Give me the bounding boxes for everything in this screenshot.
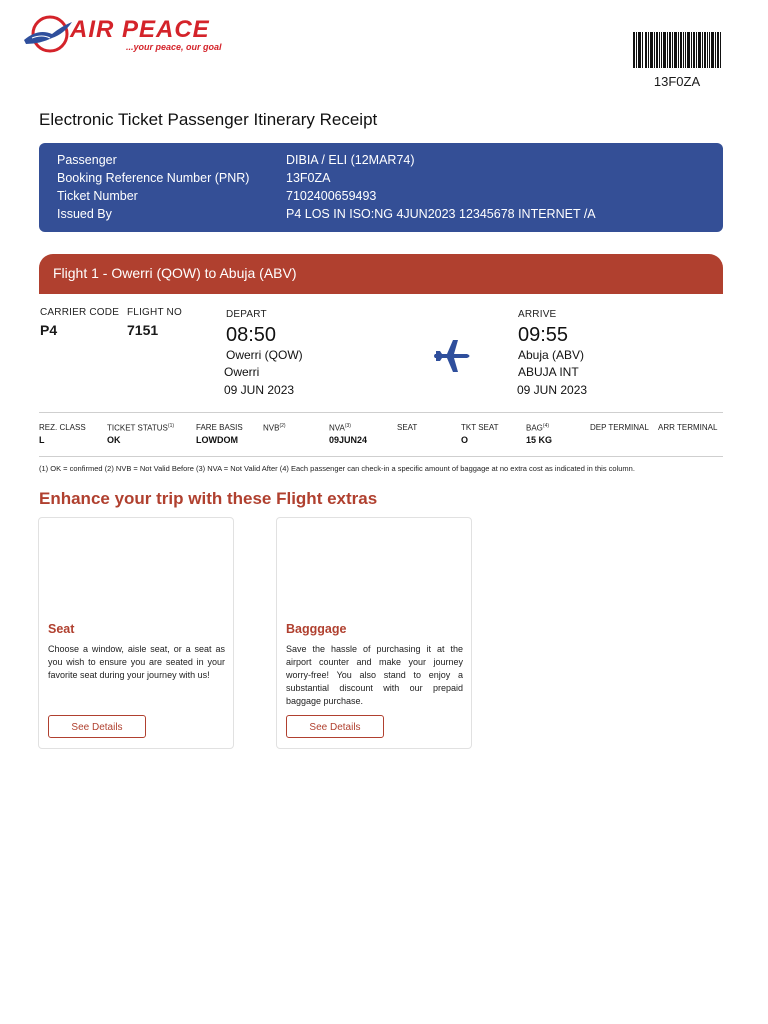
brand-tagline: ...your peace, our goal — [126, 42, 222, 52]
pnr-value: 13F0ZA — [286, 171, 331, 185]
ticket-status-value: OK — [107, 435, 121, 445]
depart-label: DEPART — [226, 309, 267, 320]
tkt-seat-header: TKT SEAT — [461, 423, 499, 432]
ticket-number-value: 7102400659493 — [286, 189, 377, 203]
nva-value: 09JUN24 — [329, 435, 368, 445]
seat-card-title: Seat — [48, 622, 75, 636]
bird-logo-icon — [22, 14, 74, 54]
pnr-label: Booking Reference Number (PNR) — [57, 171, 250, 185]
flight-header — [39, 254, 723, 294]
barcode — [633, 32, 721, 68]
arrive-label: ARRIVE — [518, 309, 557, 320]
rez-class-value: L — [39, 435, 45, 445]
document-title: Electronic Ticket Passenger Itinerary Receipt — [39, 110, 378, 129]
fare-basis-header: FARE BASIS — [196, 423, 243, 432]
issued-by-value: P4 LOS IN ISO:NG 4JUN2023 12345678 INTERNET /A — [286, 207, 596, 221]
arrive-date: 09 JUN 2023 — [517, 383, 588, 397]
passenger-label: Passenger — [57, 153, 117, 167]
flight-no-label: FLIGHT NO — [127, 307, 182, 318]
dep-terminal-header: DEP TERMINAL — [590, 423, 649, 432]
baggage-card-title: Bagggage — [286, 622, 347, 636]
depart-time: 08:50 — [226, 324, 277, 346]
barcode-code: 13F0ZA — [653, 74, 701, 89]
ticket-number-label: Ticket Number — [57, 189, 138, 203]
depart-city: Owerri — [224, 365, 260, 379]
nva-header: NVA$^{(3)}$ — [329, 423, 351, 433]
footnote: (1) OK = confirmed (2) NVB = Not Valid Before (3) NVA = Not Valid After (4) Each passenger can check-in a specific amount of baggage at no extra cost as indicated in this column. — [39, 464, 635, 473]
arr-terminal-header: ARR TERMINAL — [658, 423, 718, 432]
extra-card-seat — [38, 517, 234, 749]
fare-basis-value: LOWDOM — [196, 435, 238, 445]
nvb-header: NVB$^{(2)}$ — [263, 423, 286, 433]
passenger-info-box — [39, 143, 723, 232]
seat-header: SEAT — [397, 423, 418, 432]
flight-header-title: Flight 1 - Owerri (QOW) to Abuja (ABV) — [53, 265, 297, 281]
divider-top — [39, 412, 723, 413]
arrive-time: 09:55 — [518, 324, 569, 346]
rez-class-header: REZ. CLASS — [39, 423, 86, 432]
flight-no-value: 7151 — [127, 322, 159, 338]
carrier-code-label: CARRIER CODE — [40, 307, 120, 318]
extras-title: Enhance your trip with these Flight extras — [39, 489, 378, 508]
brand-name: AIR PEACE — [70, 16, 210, 43]
airplane-icon — [433, 338, 473, 374]
air-peace-logo — [22, 14, 222, 58]
depart-date: 09 JUN 2023 — [224, 383, 295, 397]
issued-by-label: Issued By — [57, 207, 112, 221]
depart-airport: Owerri (QOW) — [226, 348, 303, 362]
divider-bottom — [39, 456, 723, 457]
arrive-airport: Abuja (ABV) — [518, 348, 585, 362]
passenger-value: DIBIA / ELI (12MAR74) — [286, 153, 415, 167]
tkt-seat-value: O — [461, 435, 469, 445]
baggage-see-details-button[interactable]: See Details — [286, 715, 384, 738]
bag-value: 15 KG — [526, 435, 553, 445]
baggage-card-text: Save the hassle of purchasing it at the airport counter and make your journey worry-free! You also stand to enjoy a substantial discount with our prepaid baggage purchase. — [286, 644, 463, 706]
ticket-status-header: TICKET STATUS$^{(1)}$ — [107, 423, 175, 433]
bag-header: BAG$^{(4)}$ — [526, 423, 550, 433]
seat-card-text: Choose a window, aisle seat, or a seat as you wish to ensure you are seated in your favorite seat during your journey with us! — [48, 644, 225, 680]
carrier-code-value: P4 — [40, 322, 58, 338]
seat-see-details-button[interactable]: See Details — [48, 715, 146, 738]
extra-card-baggage — [276, 517, 472, 749]
arrive-terminal-name: ABUJA INT — [518, 365, 579, 379]
